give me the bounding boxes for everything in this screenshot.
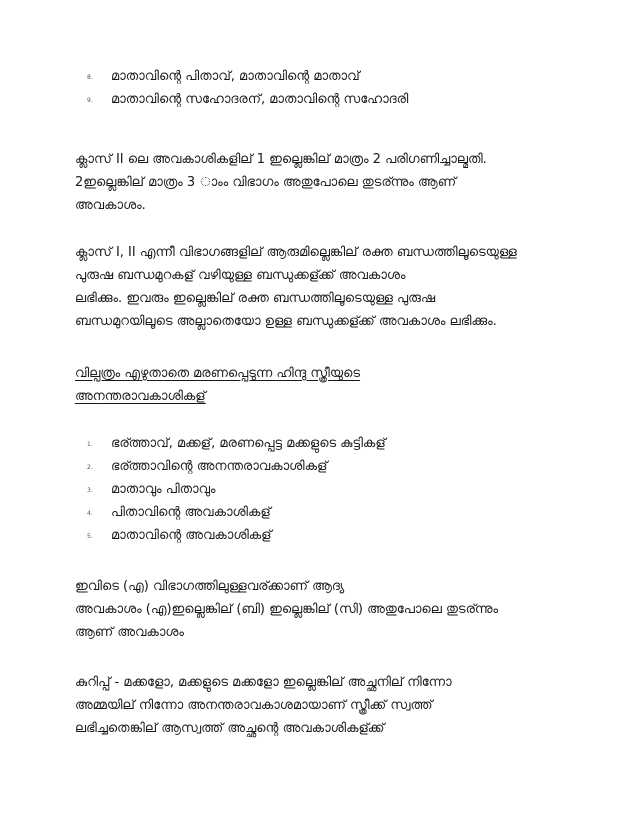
paragraph-line: അവകാശം (എ)ഇല്ലെങ്കില് (ബി) ഇല്ലെങ്കില് (സി) അതുപോലെ തുടര്ന്നും xyxy=(75,602,499,617)
paragraph-line: കുറിപ്പ് - മക്കളോ, മക്കളുടെ മക്കളോ ഇല്ലെങ്കില് അച്ഛനില് നിന്നോ xyxy=(75,675,452,690)
list-maternal-relatives xyxy=(0,65,638,111)
paragraph-line: ക്ലാസ് II ലെ അവകാശികളില് 1 ഇല്ലെങ്കില് മാത്രം 2 പരിഗണിച്ചാല്മതി. xyxy=(75,152,487,167)
list-item-number: 3. xyxy=(87,487,93,494)
list-item xyxy=(0,455,638,478)
heading-line: അനന്തരാവകാശികള് xyxy=(75,389,206,404)
paragraph-class-i-ii xyxy=(75,241,575,333)
paragraph-line: ഇവിടെ (എ) വിഭാഗത്തിലുള്ളവര്ക്കാണ് ആദ്യ xyxy=(75,579,345,594)
paragraph-line: ക്ലാസ് I, II എന്നീ വിഭാഗങ്ങളില് ആരുമില്ലെങ്കില് രക്ത ബന്ധത്തിലൂടെയുള്ള xyxy=(75,245,517,260)
paragraph-line: ആണ് അവകാശം xyxy=(75,625,184,640)
list-item-text: മാതാവിന്റെ അവകാശികള് xyxy=(111,528,272,543)
list-item-number: 5. xyxy=(87,533,93,540)
list-item xyxy=(0,501,638,524)
paragraph-line: അവകാശം. xyxy=(75,198,146,213)
paragraph-note xyxy=(75,671,575,740)
paragraph-line: ലഭിക്കും. ഇവരും ഇല്ലെങ്കില് രക്ത ബന്ധത്തിലൂടെയുള്ള പുരുഷ xyxy=(75,291,436,306)
paragraph-line: ലഭിച്ചതെങ്കില് ആസ്വത്ത് അച്ഛന്റെ അവകാശികള്ക്ക് xyxy=(75,721,385,736)
paragraph-line: 2ഇല്ലെങ്കില് മാത്രം 3 ാംം വിഭാഗം അതുപോലെ തുടര്ന്നും ആണ് xyxy=(75,175,457,190)
list-item-text: മാതാവിന്റെ സഹോദരന്, മാതാവിന്റെ സഹോദരി xyxy=(111,92,409,107)
paragraph-class-ii xyxy=(75,148,575,217)
list-item-number: 2. xyxy=(87,464,93,471)
list-item xyxy=(0,432,638,455)
paragraph-line: പുരുഷ ബന്ധമുറകള് വഴിയുള്ള ബന്ധുക്കള്ക്ക് അവകാശം xyxy=(75,268,406,283)
section-heading xyxy=(75,362,575,408)
list-item-text: ഭര്ത്താവ്, മക്കള്, മരണപ്പെട്ട മക്കളുടെ കുട്ടികള് xyxy=(111,436,386,451)
list-item xyxy=(0,88,638,111)
paragraph-line: ബന്ധമുറയിലൂടെ അല്ലാതെയോ ഉള്ള ബന്ധുക്കള്ക്ക് അവകാശം ലഭിക്കും. xyxy=(75,314,497,329)
list-item-number: 9. xyxy=(87,97,93,104)
list-item-text: പിതാവിന്റെ അവകാശികള് xyxy=(111,505,271,520)
list-female-heirs xyxy=(0,432,638,547)
list-item-number: 8. xyxy=(87,74,93,81)
list-item xyxy=(0,478,638,501)
list-item xyxy=(0,65,638,88)
list-item-text: മാതാവിന്റെ പിതാവ്, മാതാവിന്റെ മാതാവ് xyxy=(111,69,360,84)
paragraph-order-of-inheritance xyxy=(75,575,575,644)
paragraph-line: അമ്മയില് നിന്നോ അനന്തരാവകാശമായാണ് സ്ത്രീക്ക് സ്വത്ത് xyxy=(75,698,433,713)
list-item-number: 4. xyxy=(87,510,93,517)
list-item xyxy=(0,524,638,547)
list-item-text: മാതാവും പിതാവും xyxy=(111,482,216,497)
list-item-text: ഭര്ത്താവിന്റെ അനന്തരാവകാശികള് xyxy=(111,459,328,474)
heading-line: വില്പത്രം എഴുതാതെ മരണപ്പെടുന്ന ഹിന്ദു സ്ത്രീയുടെ xyxy=(75,366,361,381)
list-item-number: 1. xyxy=(87,441,93,448)
